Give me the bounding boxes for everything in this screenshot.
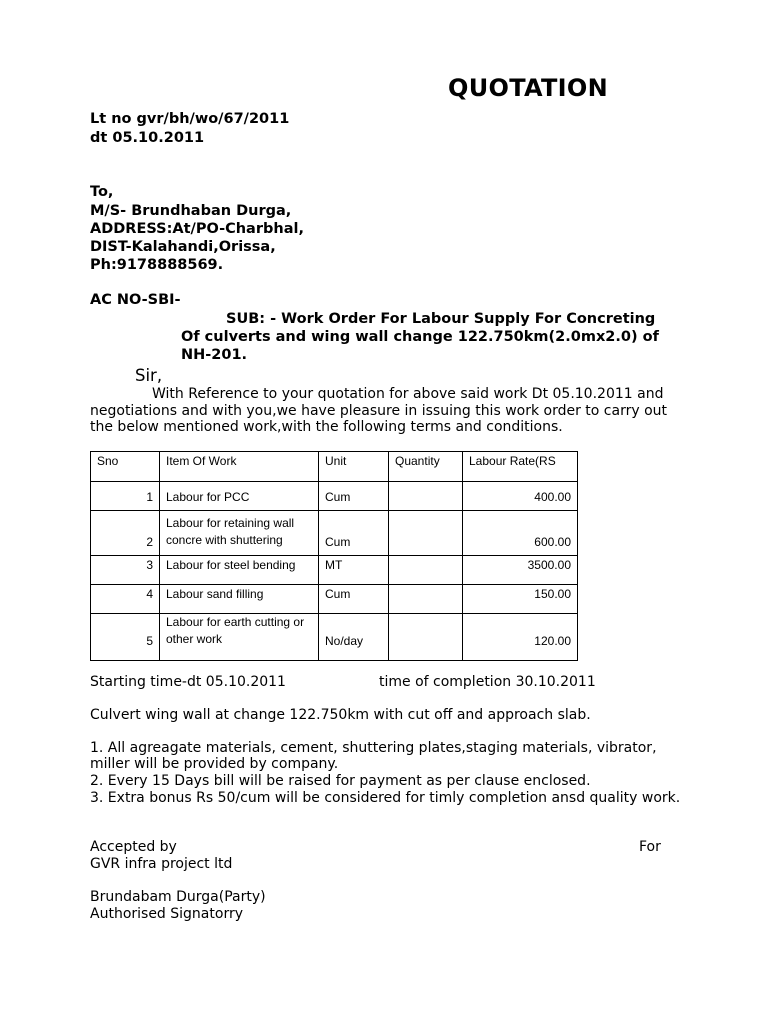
subject-line-2: Of culverts and wing wall change 122.750km(2.0mx2.0) of [181,329,659,345]
item-cell [160,482,319,511]
unit-cell: Cum [319,585,389,614]
quantity-cell [389,556,463,585]
header-cell: Item Of Work [160,452,319,482]
accepted-by-label: Accepted by [90,839,177,855]
unit-cell: MT [319,556,389,585]
for-label: For [639,839,661,855]
intro-line-3: the below mentioned work,with the following terms and conditions. [90,419,563,435]
header-cell: Unit [319,452,389,482]
quantity-cell [389,511,463,556]
item-text: Labour for retaining wall [166,516,295,530]
sno-cell: 5 [91,614,160,661]
header-cell: Labour Rate(RS [463,452,578,482]
unit-cell: No/day [319,614,389,661]
letter-number: Lt no gvr/bh/wo/67/2011 [90,111,290,127]
completion-time: time of completion 30.10.2011 [379,674,596,690]
rate-cell: 600.00 [463,511,578,556]
table-row [91,482,578,511]
work-scope: Culvert wing wall at change 122.750km with cut off and approach slab. [90,707,591,723]
recipient-phone: Ph:9178888569. [90,257,224,273]
item-cell [160,511,319,556]
item-text: Labour for steel bending [166,558,296,572]
recipient-address-line: ADDRESS:At/PO-Charbhal, [90,221,304,237]
company-name: GVR infra project ltd [90,856,233,872]
item-text: Labour sand filling [166,587,264,601]
rate-cell: 3500.00 [463,556,578,585]
letter-date: dt 05.10.2011 [90,130,205,146]
account-number: AC NO-SBI- [90,292,181,308]
item-text-continued: concre with shuttering [166,533,283,547]
address-to: To, [90,184,114,200]
table-row [91,511,578,556]
table-row [91,585,578,614]
item-text-continued: other work [166,632,223,646]
term-2: 2. Every 15 Days bill will be raised for payment as per clause enclosed. [90,773,591,789]
sno-cell: 1 [91,482,160,511]
recipient-district: DIST-Kalahandi,Orissa, [90,239,276,255]
item-text: Labour for earth cutting or [166,615,305,629]
table-row [91,614,578,661]
item-text: Labour for PCC [166,490,250,504]
sno-cell: 4 [91,585,160,614]
item-cell [160,585,319,614]
rate-cell: 150.00 [463,585,578,614]
start-time: Starting time-dt 05.10.2011 [90,674,286,690]
rate-cell: 120.00 [463,614,578,661]
page-title: QUOTATION [448,74,609,102]
unit-cell: Cum [319,482,389,511]
subject-line-1: SUB: - Work Order For Labour Supply For Concreting [226,311,656,327]
term-3: 3. Extra bonus Rs 50/cum will be considered for timly completion ansd quality work. [90,790,681,806]
subject-line-3: NH-201. [181,347,248,363]
table-row [91,556,578,585]
table-header-row [91,452,578,482]
term-1-continued: miller will be provided by company. [90,756,339,772]
intro-line-2: negotiations and with you,we have pleasure in issuing this work order to carry out [90,403,668,419]
quantity-cell [389,585,463,614]
header-cell: Quantity [389,452,463,482]
header-cell: Sno [91,452,160,482]
quantity-cell [389,614,463,661]
sno-cell: 2 [91,511,160,556]
rate-cell: 400.00 [463,482,578,511]
unit-cell: Cum [319,511,389,556]
recipient-name: M/S- Brundhaban Durga, [90,203,292,219]
item-cell [160,614,319,661]
quantity-cell [389,482,463,511]
party-name: Brundabam Durga(Party) [90,889,266,905]
term-1: 1. All agreagate materials, cement, shuttering plates,staging materials, vibrator, [90,740,657,756]
work-items-table [90,451,578,661]
item-cell [160,556,319,585]
intro-line-1: With Reference to your quotation for above said work Dt 05.10.2011 and [152,386,664,402]
sno-cell: 3 [91,556,160,585]
salutation: Sir, [135,366,163,385]
signatory-role: Authorised Signatorry [90,906,243,922]
